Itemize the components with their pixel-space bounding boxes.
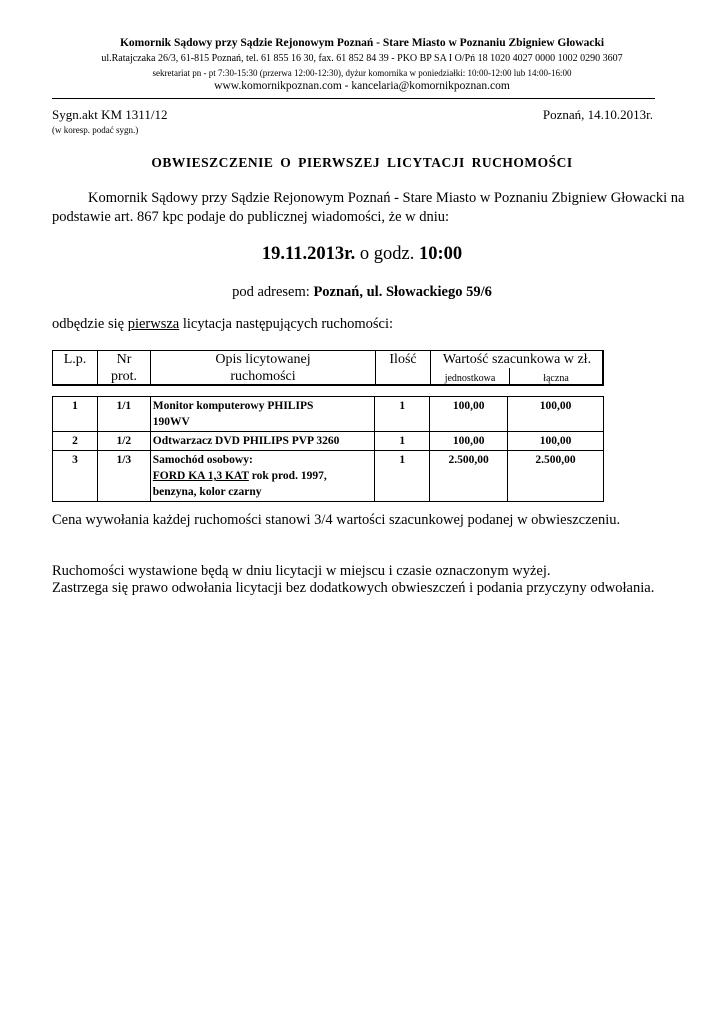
row-lp: 2	[53, 432, 98, 451]
auction-time: 10:00	[418, 244, 463, 264]
document-title: OBWIESZCZENIE O PIERWSZEJ LICYTACJI RUCHOMOŚCI	[151, 155, 573, 170]
table-row	[53, 451, 604, 502]
signature-note: (w koresp. podać sygn.)	[52, 125, 139, 135]
auction-at: o godz.	[359, 244, 415, 264]
row-laczna: 100,00	[508, 397, 604, 432]
price-note: Cena wywołania każdej ruchomości stanowi 3/4 wartości szacunkowej podanej w obwieszczeniu.	[52, 512, 621, 528]
row-jednostkowa: 100,00	[430, 397, 508, 432]
document-date: Poznań, 14.10.2013r.	[542, 107, 653, 122]
display-note: Ruchomości wystawione będą w dniu licytacji w miejscu i czasie oznaczonym wyżej.	[52, 563, 551, 579]
lead-sentence	[52, 316, 393, 333]
case-signature: Sygn.akt KM 1311/12	[52, 107, 168, 122]
header-jednostkowa: jednostkowa	[444, 373, 496, 384]
header-office-name: Komornik Sądowy przy Sądzie Rejonowym Poznań - Stare Miasto w Poznaniu Zbigniew Głowacki	[119, 37, 605, 49]
row-ilosc: 1	[375, 397, 430, 432]
row-opis: Samochód osobowy: FORD KA 1,3 KAT rok prod. 1997, benzyna, kolor czarny	[150, 451, 375, 502]
lead-pre: odbędzie się	[52, 316, 125, 332]
header-web-email: www.komornikpoznan.com - kancelaria@komornikpoznan.com	[214, 80, 510, 92]
intro-paragraph	[52, 189, 692, 227]
row-jednostkowa: 100,00	[430, 432, 508, 451]
header-lp: L.p.	[53, 351, 98, 385]
header-wartosc: Wartość szacunkowa w zł. jednostkowa łączna	[431, 351, 603, 385]
auction-datetime	[0, 244, 724, 265]
header-divider	[52, 98, 655, 99]
closing-notes	[52, 563, 654, 597]
row-nr: 1/2	[97, 432, 150, 451]
header-address: ul.Ratajczaka 26/3, 61-815 Poznań, tel. 61 855 16 30, fax. 61 852 84 39 - PKO BP SA I O/Pń 18 1020 4027 0000 1002 0290 3607	[101, 53, 623, 64]
row-jednostkowa: 2.500,00	[430, 451, 508, 502]
row-lp: 1	[53, 397, 98, 432]
row-ilosc: 1	[375, 451, 430, 502]
header-hours: sekretariat pn - pt 7:30-15:30 (przerwa 12:00-12:30), dyżur komornika w poniedziałki: 10:00-12:00 lub 14:00-16:00	[152, 68, 572, 78]
row-laczna: 100,00	[508, 432, 604, 451]
intro-text: Komornik Sądowy przy Sądzie Rejonowym Poznań - Stare Miasto w Poznaniu Zbigniew Głowacki na podstawie art. 867 kpc podaje do publicznej wiadomości, że w dniu:	[52, 190, 685, 225]
row-lp: 3	[53, 451, 98, 502]
header-nr: Nr prot.	[98, 351, 151, 385]
auction-date: 19.11.2013r.	[261, 244, 356, 264]
address-prefix: pod adresem:	[232, 284, 310, 300]
items-table	[52, 396, 604, 502]
row-opis: Odtwarzacz DVD PHILIPS PVP 3260	[150, 432, 375, 451]
table-header	[52, 350, 604, 386]
row-ilosc: 1	[375, 432, 430, 451]
lead-first-word: pierwsza	[127, 316, 180, 332]
table-row	[53, 397, 604, 432]
auction-address-line	[0, 284, 724, 301]
auction-address: Poznań, ul. Słowackiego 59/6	[313, 284, 492, 300]
header-opis: Opis licytowanej ruchomości	[151, 351, 376, 385]
lead-post: licytacja następujących ruchomości:	[182, 316, 394, 332]
header-laczna: łączna	[543, 373, 569, 384]
table-row	[53, 432, 604, 451]
header-ilosc: Ilość	[376, 351, 431, 385]
cancellation-note: Zastrzega się prawo odwołania licytacji bez dodatkowych obwieszczeń i podania przyczyny odwołania.	[52, 580, 655, 596]
row-opis: Monitor komputerowy PHILIPS 190WV	[150, 397, 375, 432]
row-laczna: 2.500,00	[508, 451, 604, 502]
row-nr: 1/1	[97, 397, 150, 432]
row-nr: 1/3	[97, 451, 150, 502]
